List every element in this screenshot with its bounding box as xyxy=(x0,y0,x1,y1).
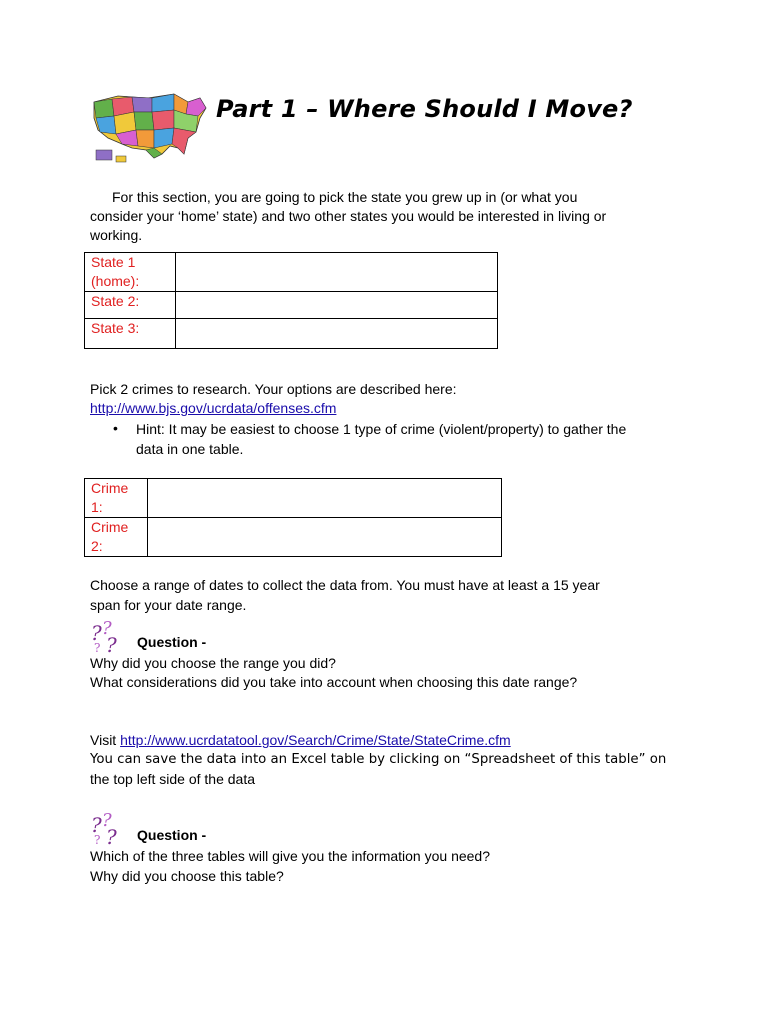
state-1-label: State 1 (home): xyxy=(85,253,176,292)
visit-line: Visit http://www.ucrdatatool.gov/Search/Crime/State/StateCrime.cfm xyxy=(90,732,511,748)
crimes-table xyxy=(84,478,502,557)
date-range-line-1: Choose a range of dates to collect the data from. You must have at least a 15 year xyxy=(90,577,600,593)
svg-text:?: ? xyxy=(102,618,112,639)
question-2-line-1: Which of the three tables will give you the information you need? xyxy=(90,848,491,864)
table-row xyxy=(85,319,498,349)
bullet-icon: • xyxy=(113,420,118,436)
question-1-line-1: Why did you choose the range you did? xyxy=(90,655,336,671)
intro-line-2: consider your ‘home’ state) and two other states you would be interested in living or xyxy=(90,208,607,224)
svg-text:?: ? xyxy=(102,810,112,831)
svg-text:?: ? xyxy=(91,813,102,837)
question-mark-icon xyxy=(90,618,126,654)
crime-1-input[interactable] xyxy=(148,479,502,518)
state-3-label: State 3: xyxy=(85,319,176,349)
svg-text:?: ? xyxy=(94,641,101,654)
crimes-intro: Pick 2 crimes to research. Your options are described here: xyxy=(90,381,457,397)
question-1-label: Question - xyxy=(137,634,207,650)
state-2-input[interactable] xyxy=(176,292,498,319)
crime-2-input[interactable] xyxy=(148,518,502,557)
date-range-line-2: span for your date range. xyxy=(90,597,247,613)
visit-line-3: the top left side of the data xyxy=(90,771,256,787)
question-mark-icon xyxy=(90,810,126,846)
table-row xyxy=(85,518,502,557)
table-row xyxy=(85,292,498,319)
ucr-datatool-link[interactable]: http://www.ucrdatatool.gov/Search/Crime/State/StateCrime.cfm xyxy=(120,732,511,748)
svg-text:?: ? xyxy=(94,833,101,846)
crime-2-label: Crime 2: xyxy=(85,518,148,557)
question-2-line-2: Why did you choose this table? xyxy=(90,868,284,884)
bjs-offenses-link[interactable]: http://www.bjs.gov/ucrdata/offenses.cfm xyxy=(90,400,337,416)
state-3-input[interactable] xyxy=(176,319,498,349)
hint-line-2: data in one table. xyxy=(136,441,244,457)
page-title: Part 1 – Where Should I Move? xyxy=(216,95,633,123)
visit-line-2: You can save the data into an Excel table by clicking on “Spreadsheet of this table” on xyxy=(90,752,667,767)
intro-line-3: working. xyxy=(90,227,143,243)
svg-text:?: ? xyxy=(106,825,117,846)
states-table xyxy=(84,252,498,349)
state-1-input[interactable] xyxy=(176,253,498,292)
state-2-label: State 2: xyxy=(85,292,176,319)
question-2-label: Question - xyxy=(137,827,207,843)
hint-line-1: Hint: It may be easiest to choose 1 type of crime (violent/property) to gather the xyxy=(136,421,627,437)
svg-text:?: ? xyxy=(91,621,102,645)
table-row xyxy=(85,253,498,292)
crime-1-label: Crime 1: xyxy=(85,479,148,518)
us-map-icon xyxy=(88,88,210,170)
table-row xyxy=(85,479,502,518)
svg-text:?: ? xyxy=(106,633,117,654)
intro-line-1: For this section, you are going to pick the state you grew up in (or what you xyxy=(112,189,578,205)
question-1-line-2: What considerations did you take into account when choosing this date range? xyxy=(90,674,578,690)
